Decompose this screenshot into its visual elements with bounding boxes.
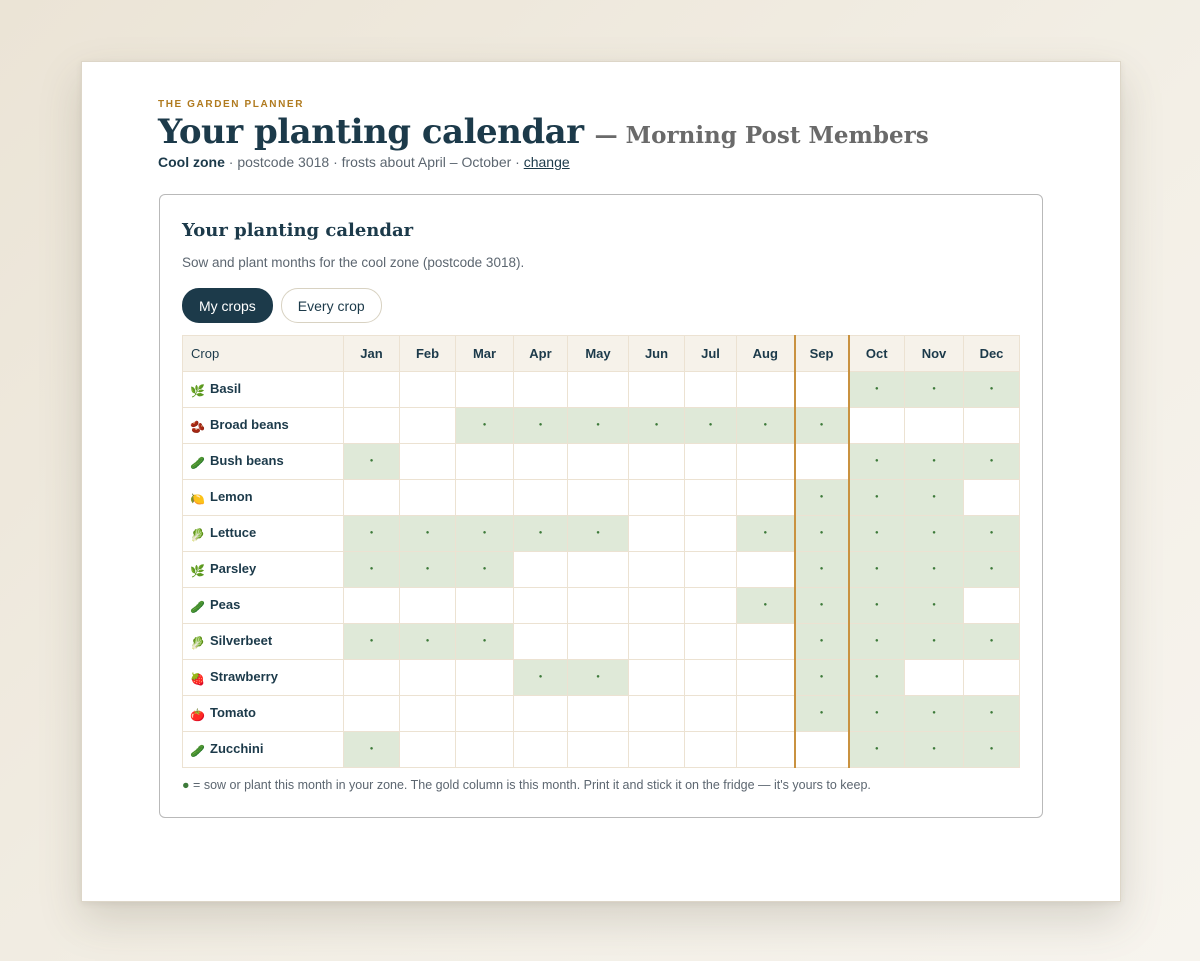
- empty-month-cell: [568, 624, 629, 660]
- crop-icon: 🥒: [190, 456, 205, 470]
- planting-calendar-table: [182, 335, 1020, 768]
- empty-month-cell: [685, 372, 737, 408]
- crop-name: Silverbeet: [210, 633, 273, 648]
- crop-name-cell: [183, 696, 344, 732]
- empty-month-cell: [514, 480, 568, 516]
- planting-month-cell: [849, 624, 905, 660]
- eyebrow: THE GARDEN PLANNER: [158, 99, 305, 110]
- crop-row: [183, 408, 1020, 444]
- empty-month-cell: [514, 624, 568, 660]
- crop-icon: 🍓: [190, 672, 205, 686]
- empty-month-cell: [456, 696, 514, 732]
- crop-name-cell: [183, 588, 344, 624]
- crop-icon: 🥬: [190, 528, 205, 542]
- planting-month-cell: [344, 732, 400, 768]
- planting-month-cell: [849, 552, 905, 588]
- crop-name-cell: [183, 552, 344, 588]
- empty-month-cell: [568, 696, 629, 732]
- month-header: Jun: [629, 336, 685, 372]
- empty-month-cell: [568, 480, 629, 516]
- planting-month-cell: [514, 660, 568, 696]
- crop-name-cell: [183, 408, 344, 444]
- planting-month-cell: [795, 624, 849, 660]
- planting-month-cell: [456, 408, 514, 444]
- empty-month-cell: [685, 732, 737, 768]
- month-header: May: [568, 336, 629, 372]
- empty-month-cell: [344, 480, 400, 516]
- planting-month-cell: [964, 732, 1020, 768]
- planting-month-cell: [795, 516, 849, 552]
- planting-month-cell: [905, 480, 964, 516]
- planting-month-cell: [344, 624, 400, 660]
- planting-month-cell: [905, 372, 964, 408]
- crop-filter-tabs: [182, 288, 382, 323]
- legend-dot-icon: ●: [182, 778, 190, 792]
- page-title-main: Your planting calendar: [158, 112, 584, 152]
- empty-month-cell: [737, 732, 795, 768]
- change-zone-link[interactable]: change: [523, 154, 570, 170]
- crop-icon: 🌿: [190, 564, 205, 578]
- empty-month-cell: [400, 480, 456, 516]
- zone-name: Cool zone: [158, 154, 225, 170]
- empty-month-cell: [629, 372, 685, 408]
- crop-row: [183, 444, 1020, 480]
- card-title: Your planting calendar: [182, 220, 414, 241]
- planting-month-cell: [795, 408, 849, 444]
- empty-month-cell: [344, 696, 400, 732]
- crop-icon: 🥒: [190, 600, 205, 614]
- planting-month-cell: [568, 516, 629, 552]
- empty-month-cell: [514, 696, 568, 732]
- empty-month-cell: [629, 732, 685, 768]
- empty-month-cell: [685, 516, 737, 552]
- planting-month-cell: [685, 408, 737, 444]
- crop-name: Zucchini: [210, 741, 264, 756]
- planting-month-cell: [849, 660, 905, 696]
- empty-month-cell: [400, 660, 456, 696]
- page-title-subtitle: — Morning Post Members: [594, 122, 929, 149]
- crop-name-cell: [183, 732, 344, 768]
- planner-page: [81, 61, 1121, 902]
- empty-month-cell: [685, 552, 737, 588]
- planting-month-cell: [905, 552, 964, 588]
- crop-name-cell: [183, 624, 344, 660]
- planting-month-cell: [344, 444, 400, 480]
- empty-month-cell: [344, 408, 400, 444]
- empty-month-cell: [400, 696, 456, 732]
- planting-month-cell: [344, 516, 400, 552]
- planting-month-cell: [456, 552, 514, 588]
- crop-name: Broad beans: [210, 417, 289, 432]
- empty-month-cell: [737, 624, 795, 660]
- empty-month-cell: [629, 696, 685, 732]
- empty-month-cell: [849, 408, 905, 444]
- planting-month-cell: [737, 588, 795, 624]
- crop-row: [183, 696, 1020, 732]
- empty-month-cell: [456, 372, 514, 408]
- planting-month-cell: [795, 588, 849, 624]
- planting-month-cell: [964, 552, 1020, 588]
- empty-month-cell: [964, 408, 1020, 444]
- empty-month-cell: [400, 444, 456, 480]
- crop-name: Tomato: [210, 705, 256, 720]
- crop-name: Parsley: [210, 561, 257, 576]
- planting-month-cell: [849, 696, 905, 732]
- calendar-legend: [182, 778, 871, 792]
- planting-month-cell: [964, 696, 1020, 732]
- planting-month-cell: [795, 552, 849, 588]
- crop-row: [183, 732, 1020, 768]
- empty-month-cell: [344, 372, 400, 408]
- month-header: Oct: [849, 336, 905, 372]
- crop-name: Strawberry: [210, 669, 278, 684]
- empty-month-cell: [456, 660, 514, 696]
- crop-name-cell: [183, 480, 344, 516]
- planting-month-cell: [456, 624, 514, 660]
- zone-info: [158, 154, 570, 170]
- planting-month-cell: [849, 516, 905, 552]
- empty-month-cell: [400, 588, 456, 624]
- empty-month-cell: [685, 480, 737, 516]
- empty-month-cell: [685, 444, 737, 480]
- crop-name: Basil: [210, 381, 242, 396]
- empty-month-cell: [737, 444, 795, 480]
- empty-month-cell: [514, 444, 568, 480]
- planting-month-cell: [737, 408, 795, 444]
- empty-month-cell: [568, 552, 629, 588]
- planting-month-cell: [849, 480, 905, 516]
- planting-month-cell: [795, 480, 849, 516]
- planting-month-cell: [400, 516, 456, 552]
- planting-month-cell: [905, 588, 964, 624]
- month-header: Jan: [344, 336, 400, 372]
- empty-month-cell: [514, 372, 568, 408]
- planting-month-cell: [905, 624, 964, 660]
- crop-icon: 🍋: [190, 492, 205, 506]
- empty-month-cell: [568, 372, 629, 408]
- empty-month-cell: [737, 480, 795, 516]
- crop-row: [183, 660, 1020, 696]
- month-header: Apr: [514, 336, 568, 372]
- empty-month-cell: [685, 588, 737, 624]
- empty-month-cell: [400, 408, 456, 444]
- crop-icon: 🥒: [190, 744, 205, 758]
- planting-month-cell: [849, 588, 905, 624]
- month-header: Jul: [685, 336, 737, 372]
- zone-details: · postcode 3018 · frosts about April – October ·: [228, 154, 520, 170]
- empty-month-cell: [685, 624, 737, 660]
- planting-month-cell: [737, 516, 795, 552]
- planting-month-cell: [905, 696, 964, 732]
- crop-icon: 🫘: [190, 420, 205, 434]
- planting-month-cell: [905, 444, 964, 480]
- empty-month-cell: [629, 516, 685, 552]
- empty-month-cell: [795, 372, 849, 408]
- crop-name-cell: [183, 660, 344, 696]
- empty-month-cell: [400, 372, 456, 408]
- empty-month-cell: [400, 732, 456, 768]
- empty-month-cell: [964, 480, 1020, 516]
- planting-month-cell: [964, 444, 1020, 480]
- planting-month-cell: [514, 516, 568, 552]
- empty-month-cell: [456, 480, 514, 516]
- planting-month-cell: [344, 552, 400, 588]
- crop-icon: 🍅: [190, 708, 205, 722]
- calendar-card: [159, 194, 1043, 818]
- crop-name: Peas: [210, 597, 241, 612]
- empty-month-cell: [344, 588, 400, 624]
- empty-month-cell: [456, 588, 514, 624]
- empty-month-cell: [737, 696, 795, 732]
- empty-month-cell: [795, 732, 849, 768]
- empty-month-cell: [737, 660, 795, 696]
- crop-name: Bush beans: [210, 453, 284, 468]
- empty-month-cell: [685, 696, 737, 732]
- empty-month-cell: [514, 732, 568, 768]
- planting-month-cell: [849, 732, 905, 768]
- empty-month-cell: [514, 588, 568, 624]
- empty-month-cell: [964, 660, 1020, 696]
- empty-month-cell: [629, 588, 685, 624]
- planting-month-cell: [629, 408, 685, 444]
- empty-month-cell: [905, 660, 964, 696]
- empty-month-cell: [568, 588, 629, 624]
- planting-month-cell: [400, 624, 456, 660]
- empty-month-cell: [629, 552, 685, 588]
- planting-month-cell: [964, 516, 1020, 552]
- empty-month-cell: [456, 444, 514, 480]
- empty-month-cell: [905, 408, 964, 444]
- card-description: Sow and plant months for the cool zone (postcode 3018).: [182, 255, 525, 270]
- empty-month-cell: [737, 552, 795, 588]
- calendar-header-row: [183, 336, 1020, 372]
- month-header: Mar: [456, 336, 514, 372]
- planting-month-cell: [905, 732, 964, 768]
- crop-name-cell: [183, 516, 344, 552]
- empty-month-cell: [737, 372, 795, 408]
- crop-name: Lettuce: [210, 525, 257, 540]
- empty-month-cell: [964, 588, 1020, 624]
- empty-month-cell: [629, 624, 685, 660]
- crop-row: [183, 480, 1020, 516]
- planting-month-cell: [514, 408, 568, 444]
- month-header: Dec: [964, 336, 1020, 372]
- crop-row: [183, 552, 1020, 588]
- planting-month-cell: [568, 660, 629, 696]
- planting-month-cell: [568, 408, 629, 444]
- tab-every-crop[interactable]: Every crop: [281, 288, 382, 323]
- empty-month-cell: [344, 660, 400, 696]
- crop-name: Lemon: [210, 489, 253, 504]
- empty-month-cell: [629, 480, 685, 516]
- planting-month-cell: [456, 516, 514, 552]
- planting-month-cell: [795, 660, 849, 696]
- planting-month-cell: [964, 372, 1020, 408]
- crop-name-cell: [183, 372, 344, 408]
- crop-icon: 🌿: [190, 384, 205, 398]
- month-header: Nov: [905, 336, 964, 372]
- planting-month-cell: [400, 552, 456, 588]
- month-header: Feb: [400, 336, 456, 372]
- month-header: Sep: [795, 336, 849, 372]
- crop-row: [183, 588, 1020, 624]
- crop-row: [183, 372, 1020, 408]
- empty-month-cell: [629, 660, 685, 696]
- crop-row: [183, 624, 1020, 660]
- tab-my-crops[interactable]: My crops: [182, 288, 273, 323]
- page-title: [158, 112, 929, 152]
- empty-month-cell: [456, 732, 514, 768]
- empty-month-cell: [514, 552, 568, 588]
- empty-month-cell: [685, 660, 737, 696]
- crop-icon: 🥬: [190, 636, 205, 650]
- empty-month-cell: [795, 444, 849, 480]
- planting-month-cell: [905, 516, 964, 552]
- planting-month-cell: [849, 444, 905, 480]
- empty-month-cell: [568, 444, 629, 480]
- crop-column-header: Crop: [183, 336, 344, 372]
- crop-name-cell: [183, 444, 344, 480]
- planting-month-cell: [964, 624, 1020, 660]
- month-header: Aug: [737, 336, 795, 372]
- legend-text: = sow or plant this month in your zone. The gold column is this month. Print it and stick it on the fridge — it's yours to keep.: [193, 778, 871, 792]
- empty-month-cell: [568, 732, 629, 768]
- planting-month-cell: [795, 696, 849, 732]
- empty-month-cell: [629, 444, 685, 480]
- crop-row: [183, 516, 1020, 552]
- planting-month-cell: [849, 372, 905, 408]
